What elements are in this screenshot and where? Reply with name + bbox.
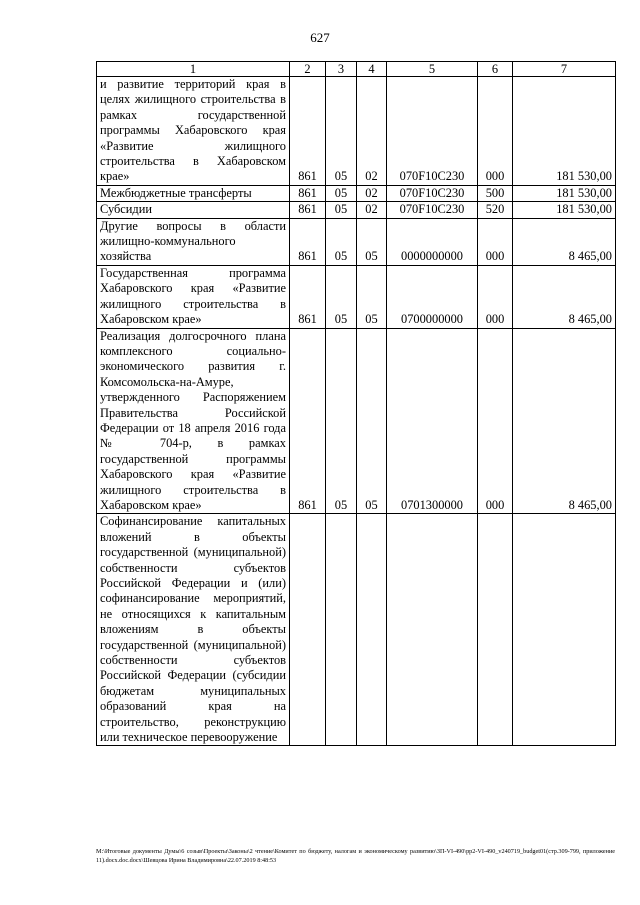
table-row [97, 265, 616, 328]
row-name: Реализация долгосрочного плана комплексного социально-экономического развития г. Комсомольска-на-Амуре, утвержденного Распоряжением Правительства Российской Федерации от 18 апреля 2016 года № 704-р, в рамках государственной программы Хабаровского края «Развитие жилищного строительства в Хабаровском крае» [97, 328, 290, 514]
row-name: Государственная программа Хабаровского края «Развитие жилищного строительства в Хабаровском крае» [97, 265, 290, 328]
row-pr: 02 [357, 202, 387, 218]
row-grbs: 861 [290, 77, 326, 186]
row-rz: 05 [326, 328, 357, 514]
row-grbs: 861 [290, 185, 326, 201]
row-pr: 05 [357, 328, 387, 514]
budget-table [96, 61, 616, 746]
row-csr [387, 514, 478, 746]
table-row [97, 218, 616, 265]
row-grbs: 861 [290, 202, 326, 218]
table-row [97, 328, 616, 514]
row-pr: 02 [357, 77, 387, 186]
row-vr: 000 [478, 328, 513, 514]
row-grbs [290, 514, 326, 746]
row-name: Софинансирование капитальных вложений в объекты государственной (муниципальной) собственности субъектов Российской Федерации и (или) софинансирование мероприятий, не относящихся к капитальным вложениям в объекты государственной (муниципальной) собственности субъектов Российской Федерации (субсидии бюджетам муниципальных образований края на строительство, реконструкцию или техническое перевооружение [97, 514, 290, 746]
row-pr [357, 514, 387, 746]
row-rz: 05 [326, 202, 357, 218]
row-vr [478, 514, 513, 746]
header-cell-rz: 3 [326, 62, 357, 77]
row-sum: 181 530,00 [513, 202, 616, 218]
row-vr: 000 [478, 265, 513, 328]
document-path-footer: M:\Итоговые документы Думы\6 созыв\Проекты\Законы\2 чтение\Комитет по бюджету, налогам и экономическому развитию\ЗП-VI-490\pp2-VI-490_v240719_budget01(стр.309-799, приложение 11).docx.doc.docx\Шевцова Ирина Владимировна\22.07.2019 8:48:53 [96, 848, 615, 864]
row-rz: 05 [326, 265, 357, 328]
row-sum: 181 530,00 [513, 77, 616, 186]
header-cell-csr: 5 [387, 62, 478, 77]
row-sum: 181 530,00 [513, 185, 616, 201]
row-sum: 8 465,00 [513, 218, 616, 265]
row-csr: 0701300000 [387, 328, 478, 514]
row-pr: 02 [357, 185, 387, 201]
row-rz [326, 514, 357, 746]
row-vr: 500 [478, 185, 513, 201]
row-vr: 000 [478, 77, 513, 186]
row-rz: 05 [326, 218, 357, 265]
row-csr: 0700000000 [387, 265, 478, 328]
row-csr: 070F10С230 [387, 77, 478, 186]
row-grbs: 861 [290, 328, 326, 514]
header-row [97, 62, 616, 77]
row-name: и развитие территорий края в целях жилищного строительства в рамках государственной программы Хабаровского края «Развитие жилищного строительства в Хабаровском крае» [97, 77, 290, 186]
header-cell-name: 1 [97, 62, 290, 77]
row-name: Другие вопросы в области жилищно-коммунального хозяйства [97, 218, 290, 265]
row-name: Межбюджетные трансферты [97, 185, 290, 201]
row-rz: 05 [326, 77, 357, 186]
row-csr: 070F10С230 [387, 202, 478, 218]
row-sum [513, 514, 616, 746]
table-row [97, 202, 616, 218]
header-cell-vr: 6 [478, 62, 513, 77]
table-row [97, 185, 616, 201]
row-grbs: 861 [290, 265, 326, 328]
row-sum: 8 465,00 [513, 328, 616, 514]
row-csr: 070F10С230 [387, 185, 478, 201]
row-pr: 05 [357, 218, 387, 265]
row-rz: 05 [326, 185, 357, 201]
row-vr: 000 [478, 218, 513, 265]
table-row [97, 77, 616, 186]
page-number: 627 [310, 30, 330, 45]
row-grbs: 861 [290, 218, 326, 265]
row-csr: 0000000000 [387, 218, 478, 265]
row-name: Субсидии [97, 202, 290, 218]
header-cell-grbs: 2 [290, 62, 326, 77]
row-pr: 05 [357, 265, 387, 328]
row-vr: 520 [478, 202, 513, 218]
header-cell-sum: 7 [513, 62, 616, 77]
table-row [97, 514, 616, 746]
header-cell-pr: 4 [357, 62, 387, 77]
row-sum: 8 465,00 [513, 265, 616, 328]
